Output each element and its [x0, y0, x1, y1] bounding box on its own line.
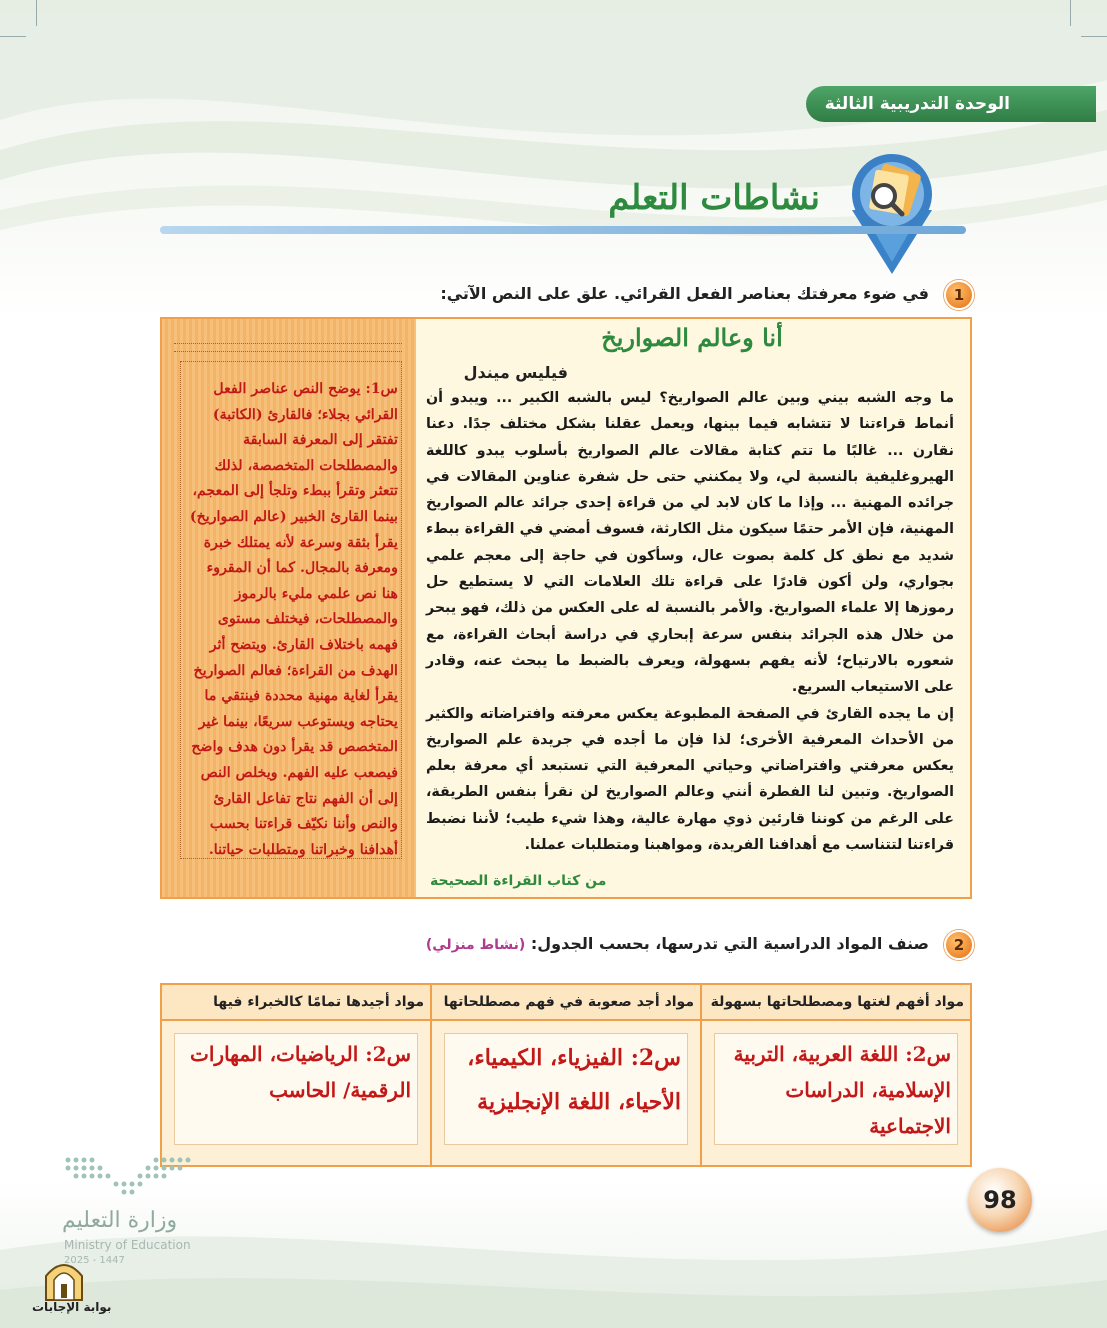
- crop-mark: [1081, 36, 1107, 37]
- dotted-line: [174, 343, 402, 344]
- article-source: من كتاب القراءة الصحيحة: [430, 873, 607, 889]
- answer-cell-expert[interactable]: س2: الرياضيات، المهارات الرقمية/ الحاسب: [174, 1033, 418, 1145]
- article-body: [426, 385, 954, 858]
- question-2-number: 2: [944, 930, 974, 960]
- home-activity-tag: (نشاط منزلي): [425, 937, 526, 953]
- table-cell: [431, 1020, 701, 1166]
- table-cell: [161, 1020, 431, 1166]
- article-author: فيليس ميندل: [463, 363, 568, 382]
- subjects-table: [160, 983, 972, 1167]
- crop-mark: [36, 0, 37, 26]
- page-number: 98: [968, 1168, 1032, 1232]
- ministry-name-ar: وزارة التعليم: [62, 1208, 178, 1233]
- question-1-prompt: في ضوء معرفتك بعناصر الفعل القرائي. علق على النص الآتي:: [440, 284, 929, 303]
- title-rule: [160, 226, 966, 234]
- table-header: مواد أفهم لغتها ومصطلحاتها بسهولة: [701, 984, 971, 1020]
- question-2-prompt: [426, 934, 929, 953]
- table-header-row: [161, 984, 971, 1020]
- answer-1-text: س1: يوضح النص عناصر الفعل القرائي بجلاء؛ فالقارئ (الكاتبة) تفتقر إلى المعرفة السابقة والمصطلحات المتخصصة، لذلك تتعثر وتقرأ ببطء وتلجأ إلى المعجم، بينما القارئ الخبير (عالم الصواريخ) يقرأ بثقة وسرعة لأنه يمتلك خبرة ومعرفة بالمجال. كما أن المقروء هنا نص علمي مليء بالرموز والمصطلحات، فيختلف مستوى فهمه باختلاف القارئ. ويتضح أثر الهدف من القراءة؛ فعالم الصواريخ يقرأ لغاية مهنية محددة فينتقي ما يحتاجه ويستوعب سريعًا، بينما غير المتخصص قد يقرأ دون هدف واضح فيصعب عليه الفهم. ويخلص النص إلى أن الفهم نتاج تفاعل القارئ والنص وأننا نكيّف قراءتنا بحسب أهدافنا وخبراتنا ومتطلبات حياتنا.: [189, 381, 398, 858]
- table-header: مواد أجيدها تمامًا كالخبراء فيها: [161, 984, 431, 1020]
- table-row: [161, 1020, 971, 1166]
- edition-year: 2025 - 1447: [64, 1255, 125, 1266]
- answer-cell-easy[interactable]: س2: اللغة العربية، التربية الإسلامية، الدراسات الاجتماعية: [714, 1033, 958, 1145]
- ministry-logo-icon: [60, 1150, 200, 1210]
- article-title: أنا وعالم الصواريخ: [601, 323, 783, 352]
- unit-label-text: الوحدة التدريبية الثالثة: [824, 94, 1010, 114]
- article-panel: [414, 319, 970, 897]
- crop-mark: [0, 36, 26, 37]
- section-title: نشاطات التعلم: [608, 178, 820, 218]
- crop-mark: [1070, 0, 1071, 26]
- table-cell: [701, 1020, 971, 1166]
- portal-logo-icon: [42, 1258, 86, 1302]
- table-header: مواد أجد صعوبة في فهم مصطلحاتها: [431, 984, 701, 1020]
- text-box: [160, 317, 972, 899]
- answer-panel: [162, 319, 416, 897]
- unit-label: [806, 86, 1096, 122]
- answer-cell-hard[interactable]: س2: الفيزياء، الكيمياء، الأحياء، اللغة الإنجليزية: [444, 1033, 688, 1145]
- question-1-number: 1: [944, 280, 974, 310]
- ministry-name-en: Ministry of Education: [64, 1238, 191, 1252]
- article-paragraph: ما وجه الشبه بيني وبين عالم الصواريخ؟ ليس بالشبه الكبير ... ويبدو أن أنماط قراءتنا لا تتشابه فيما بينها، ويعمل عقلنا بشكل مختلف جدًا. دعنا نقارن ... غالبًا ما تتم كتابة مقالات عالم الصواريخ بأسلوب يبدو كاللغة الهيروغليفية بالنسبة لي، ولا يمكنني حتى حل شفرة عناوين المقالات في جرائده المهنية ... وإذا ما كان لابد لي من قراءة إحدى جرائد عالم الصواريخ المهنية، فإن الأمر حتمًا سيكون مثل الكارثة، فسوف أمضي في القراءة ببطء شديد مع نطق كل كلمة بصوت عال، وسأكون في حاجة إلى معجم علمي بجواري، ولن أكون قادرًا على قراءة تلك العلامات التي لا يستطيع حل رموزها إلا علماء الصواريخ. والأمر بالنسبة له على العكس من ذلك، فهو يبحر من خلال هذه الجرائد بنفس سرعة إبحاري في دراسة أبحاث القراءة، مع شعوره بالارتياح؛ لأنه يفهم بسهولة، ويعرف بالضبط ما يبحث عنه، وقادر على الاستيعاب السريع.: [426, 390, 954, 696]
- dotted-line: [174, 351, 402, 352]
- portal-label: بوابة الإجابات: [32, 1300, 112, 1314]
- question-2-prompt-text: صنف المواد الدراسية التي تدرسها، بحسب الجدول:: [530, 934, 929, 953]
- magnifier-book-icon: [832, 150, 952, 276]
- article-paragraph: إن ما يجده القارئ في الصفحة المطبوعة يعكس معرفته وافتراضاته والكثير من الأحداث المعرفية الأخرى؛ لذا فإن ما أجده في جريدة علم الصواريخ يعكس معرفتي وافتراضاتي وحياتي المعرفية التي تستبعد أي معرفة بعلم الصواريخ. وتبين لنا الفطرة أنني وعالم الصواريخ لن نقرأ بنفس الطريقة، على الرغم من كوننا قارئين ذوي مهارة عالية، وهذا شيء طيب؛ لأننا نضبط قراءتنا لتتناسب مع أهدافنا الفريدة، ومواهبنا ومتطلبات عملنا.: [426, 705, 954, 854]
